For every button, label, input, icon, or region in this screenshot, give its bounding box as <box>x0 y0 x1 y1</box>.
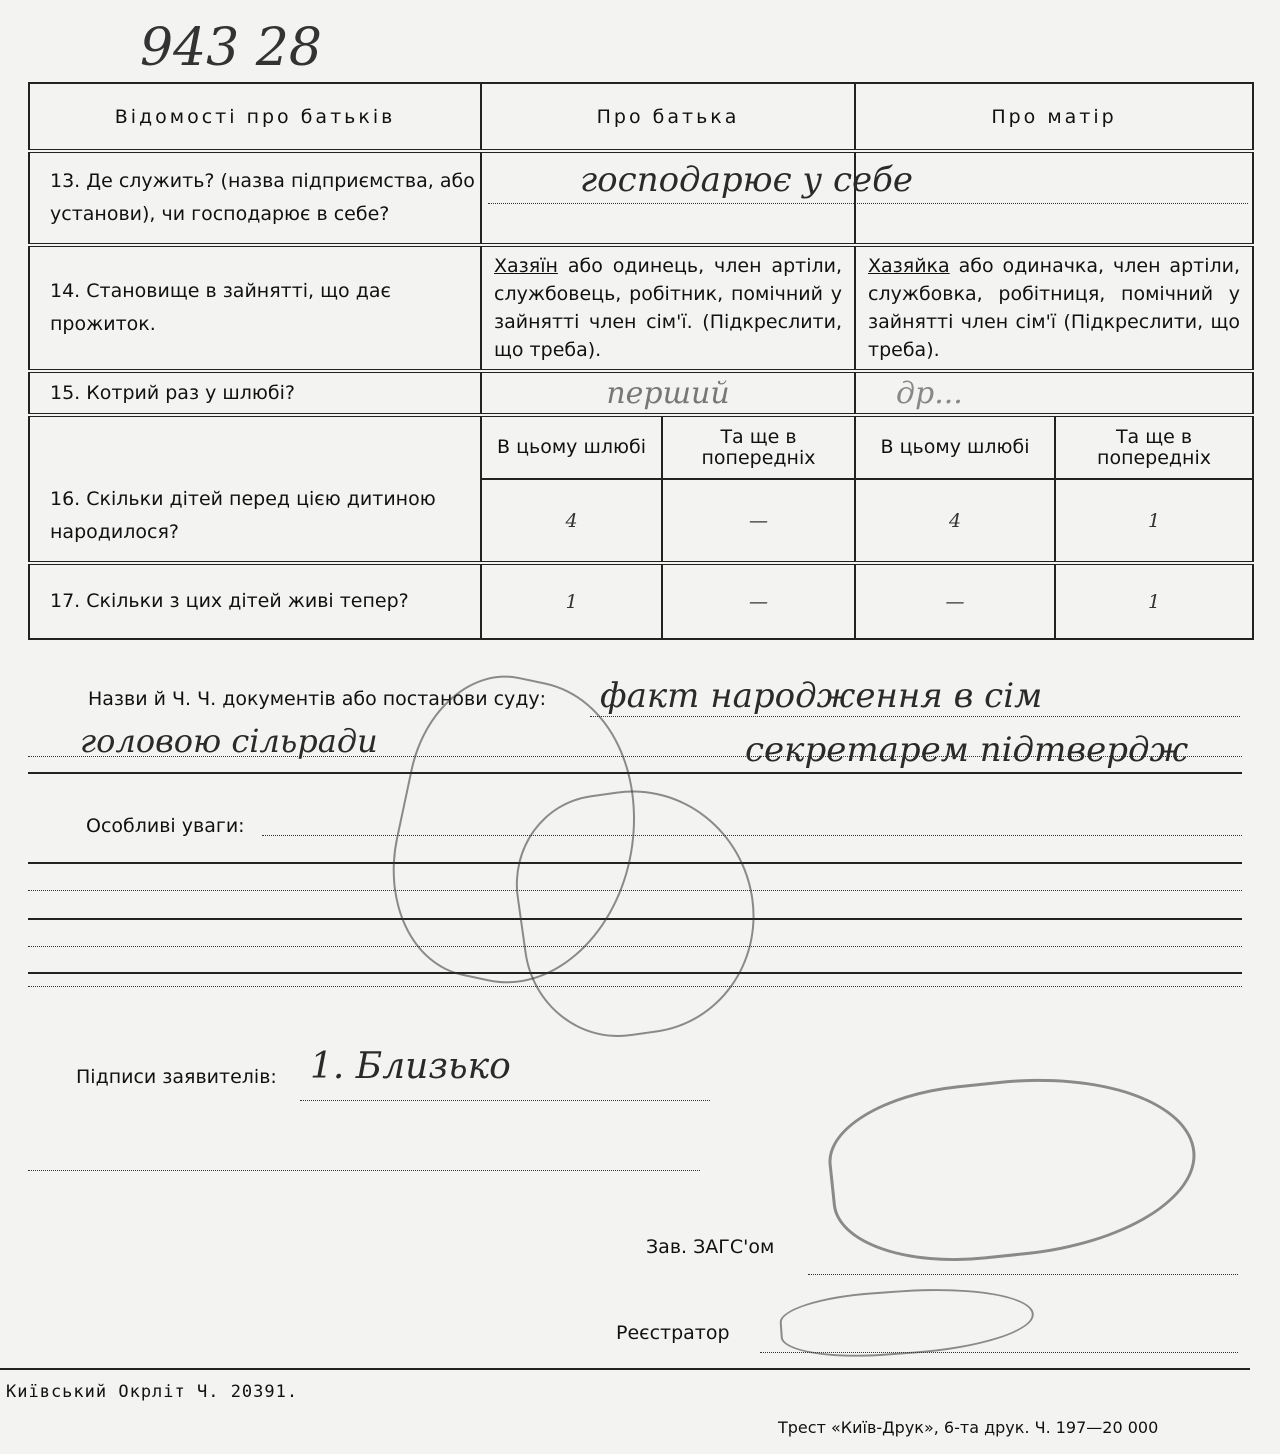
q16-mother-prev: 1 <box>1055 479 1253 563</box>
q14-father-selected: Хазяїн <box>494 255 558 277</box>
q15-father: перший <box>481 371 855 415</box>
signatures-line-1 <box>300 1100 710 1101</box>
footer-right: Трест «Київ-Друк», 6-та друк. Ч. 197—20 000 <box>778 1418 1159 1437</box>
q16-father-prev-header: Та ще в попередніх <box>662 415 855 479</box>
row-14 <box>29 245 1253 371</box>
registrar-signature-scribble <box>778 1281 1036 1363</box>
documents-dotline-1 <box>590 716 1240 717</box>
q17-text: Скільки з цих дітей живі тепер? <box>86 590 409 612</box>
q16-mother-this: 4 <box>855 479 1055 563</box>
q16-mother-prev-header: Та ще в попередніх <box>1055 415 1253 479</box>
row-17 <box>29 563 1253 639</box>
q17-num: 17. <box>50 590 81 612</box>
documents-rule <box>28 772 1242 774</box>
q13-answer-line <box>488 203 1248 204</box>
q14-num: 14. <box>50 280 81 302</box>
q17-mother-this: — <box>855 563 1055 639</box>
signatures-line-2 <box>28 1170 700 1171</box>
q16-father-this-header: В цьому шлюбі <box>481 415 662 479</box>
signature-scribble-2 <box>504 775 770 1049</box>
row-15 <box>29 371 1253 415</box>
footer-rule <box>0 1368 1250 1370</box>
documents-dotline-2 <box>28 756 1242 757</box>
q15-text: Котрий раз у шлюбі? <box>86 381 295 404</box>
registrar-line <box>760 1352 1238 1353</box>
q13-text: Де служить? (назва підприємства, або установи), чи господарює в себе? <box>50 170 475 225</box>
documents-label: Назви й Ч. Ч. документів або постанови суду: <box>88 688 547 710</box>
signatures-value: 1. Близько <box>310 1046 511 1087</box>
documents-line-1: факт народження в сім <box>600 676 1043 716</box>
q17-mother-prev: 1 <box>1055 563 1253 639</box>
zags-label: Зав. ЗАГС'ом <box>646 1236 775 1258</box>
q15-mother: др... <box>855 371 1253 415</box>
archive-mark: 943 28 <box>140 18 322 78</box>
q14-father <box>481 245 855 371</box>
q15-num: 15. <box>50 381 81 404</box>
signatures-label: Підписи заявителів: <box>76 1066 277 1088</box>
q13-mother <box>855 151 1253 245</box>
q14-mother-options: або одиначка, член артіли, службовка, робітниця, помічний у зайнятті член сім'ї (Підкреслити, що треба). <box>868 255 1241 361</box>
remarks-label: Особливі уваги: <box>86 815 245 837</box>
zags-line <box>808 1274 1238 1275</box>
q13-answer: господарює у себе <box>580 160 913 200</box>
documents-line-2a: головою сільради <box>80 722 378 760</box>
q13-question <box>29 151 481 245</box>
q14-text: Становище в зайнятті, що дає прожиток. <box>50 280 391 335</box>
header-info: Відомості про батьків <box>29 83 481 151</box>
row-16-subheader <box>29 415 1253 479</box>
q17-father-this: 1 <box>481 563 662 639</box>
q14-question <box>29 245 481 371</box>
footer-left: Київський Окрліт Ч. 20391. <box>6 1382 299 1402</box>
table-header-row <box>29 83 1253 151</box>
q16-num: 16. <box>50 488 81 510</box>
q16-father-this: 4 <box>481 479 662 563</box>
q17-father-prev: — <box>662 563 855 639</box>
q17-question <box>29 563 481 639</box>
q16-father-prev: — <box>662 479 855 563</box>
q16-question <box>29 415 481 563</box>
zags-signature-scribble <box>822 1061 1204 1274</box>
q14-mother <box>855 245 1253 371</box>
documents-line-2b: секретарем підтвердж <box>745 730 1189 770</box>
registrar-label: Реєстратор <box>616 1322 730 1344</box>
q16-text: Скільки дітей перед цією дитиною народилося? <box>50 488 436 543</box>
header-father: Про батька <box>481 83 855 151</box>
q14-mother-selected: Хазяйка <box>868 255 950 277</box>
q16-mother-this-header: В цьому шлюбі <box>855 415 1055 479</box>
q13-num: 13. <box>50 170 81 192</box>
q14-father-options: або одинець, член артіли, службовець, робітник, помічний у зайнятті член сім'ї. (Підкреслити, що треба). <box>494 255 843 361</box>
header-mother: Про матір <box>855 83 1253 151</box>
q15-question <box>29 371 481 415</box>
